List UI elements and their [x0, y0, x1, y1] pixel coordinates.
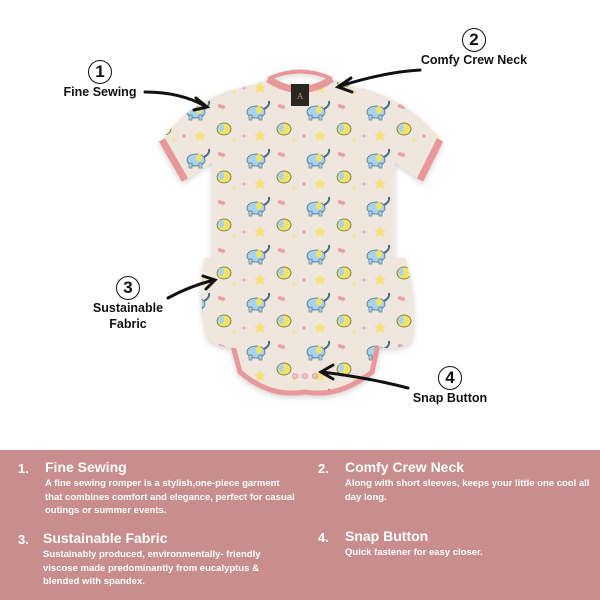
callout-number-badge: 2	[462, 28, 486, 52]
callout-comfy-crew-neck	[418, 28, 530, 68]
feature-description: Along with short sleeves, keeps your little one cool all day long.	[345, 478, 590, 503]
callout-fine-sewing	[52, 60, 148, 100]
feature-number: 4.	[318, 530, 329, 545]
callout-label: Fine Sewing	[63, 85, 137, 99]
feature-title: Fine Sewing	[45, 459, 127, 475]
callout-number-badge: 4	[438, 366, 462, 390]
feature-description: A fine sewing romper is a stylish,one-piece garment that combines comfort and elegance, perfect for casual outings or summer events.	[45, 478, 295, 516]
feature-description: Quick fastener for easy closer.	[345, 547, 483, 558]
callout-label: Snap Button	[412, 391, 488, 405]
feature-title: Sustainable Fabric	[43, 530, 168, 546]
callout-label: Comfy Crew Neck	[420, 53, 528, 67]
callout-number-badge: 1	[88, 60, 112, 84]
feature-number: 2.	[318, 461, 329, 476]
feature-number: 3.	[18, 532, 29, 547]
callout-sustainable-fabric	[88, 276, 168, 332]
feature-title: Comfy Crew Neck	[345, 459, 465, 475]
svg-text:A: A	[297, 92, 303, 101]
feature-number: 1.	[18, 461, 29, 476]
features-panel	[0, 450, 600, 600]
callout-snap-button	[405, 366, 495, 406]
feature-title: Snap Button	[345, 528, 429, 544]
callout-label-line2: Fabric	[109, 317, 147, 331]
feature-description: Sustainably produced, environmentally- friendly viscose made predominantly from eucalyptus & blended with spandex.	[43, 549, 261, 587]
callout-number-badge: 3	[116, 276, 140, 300]
callout-label-line1: Sustainable	[92, 301, 164, 315]
